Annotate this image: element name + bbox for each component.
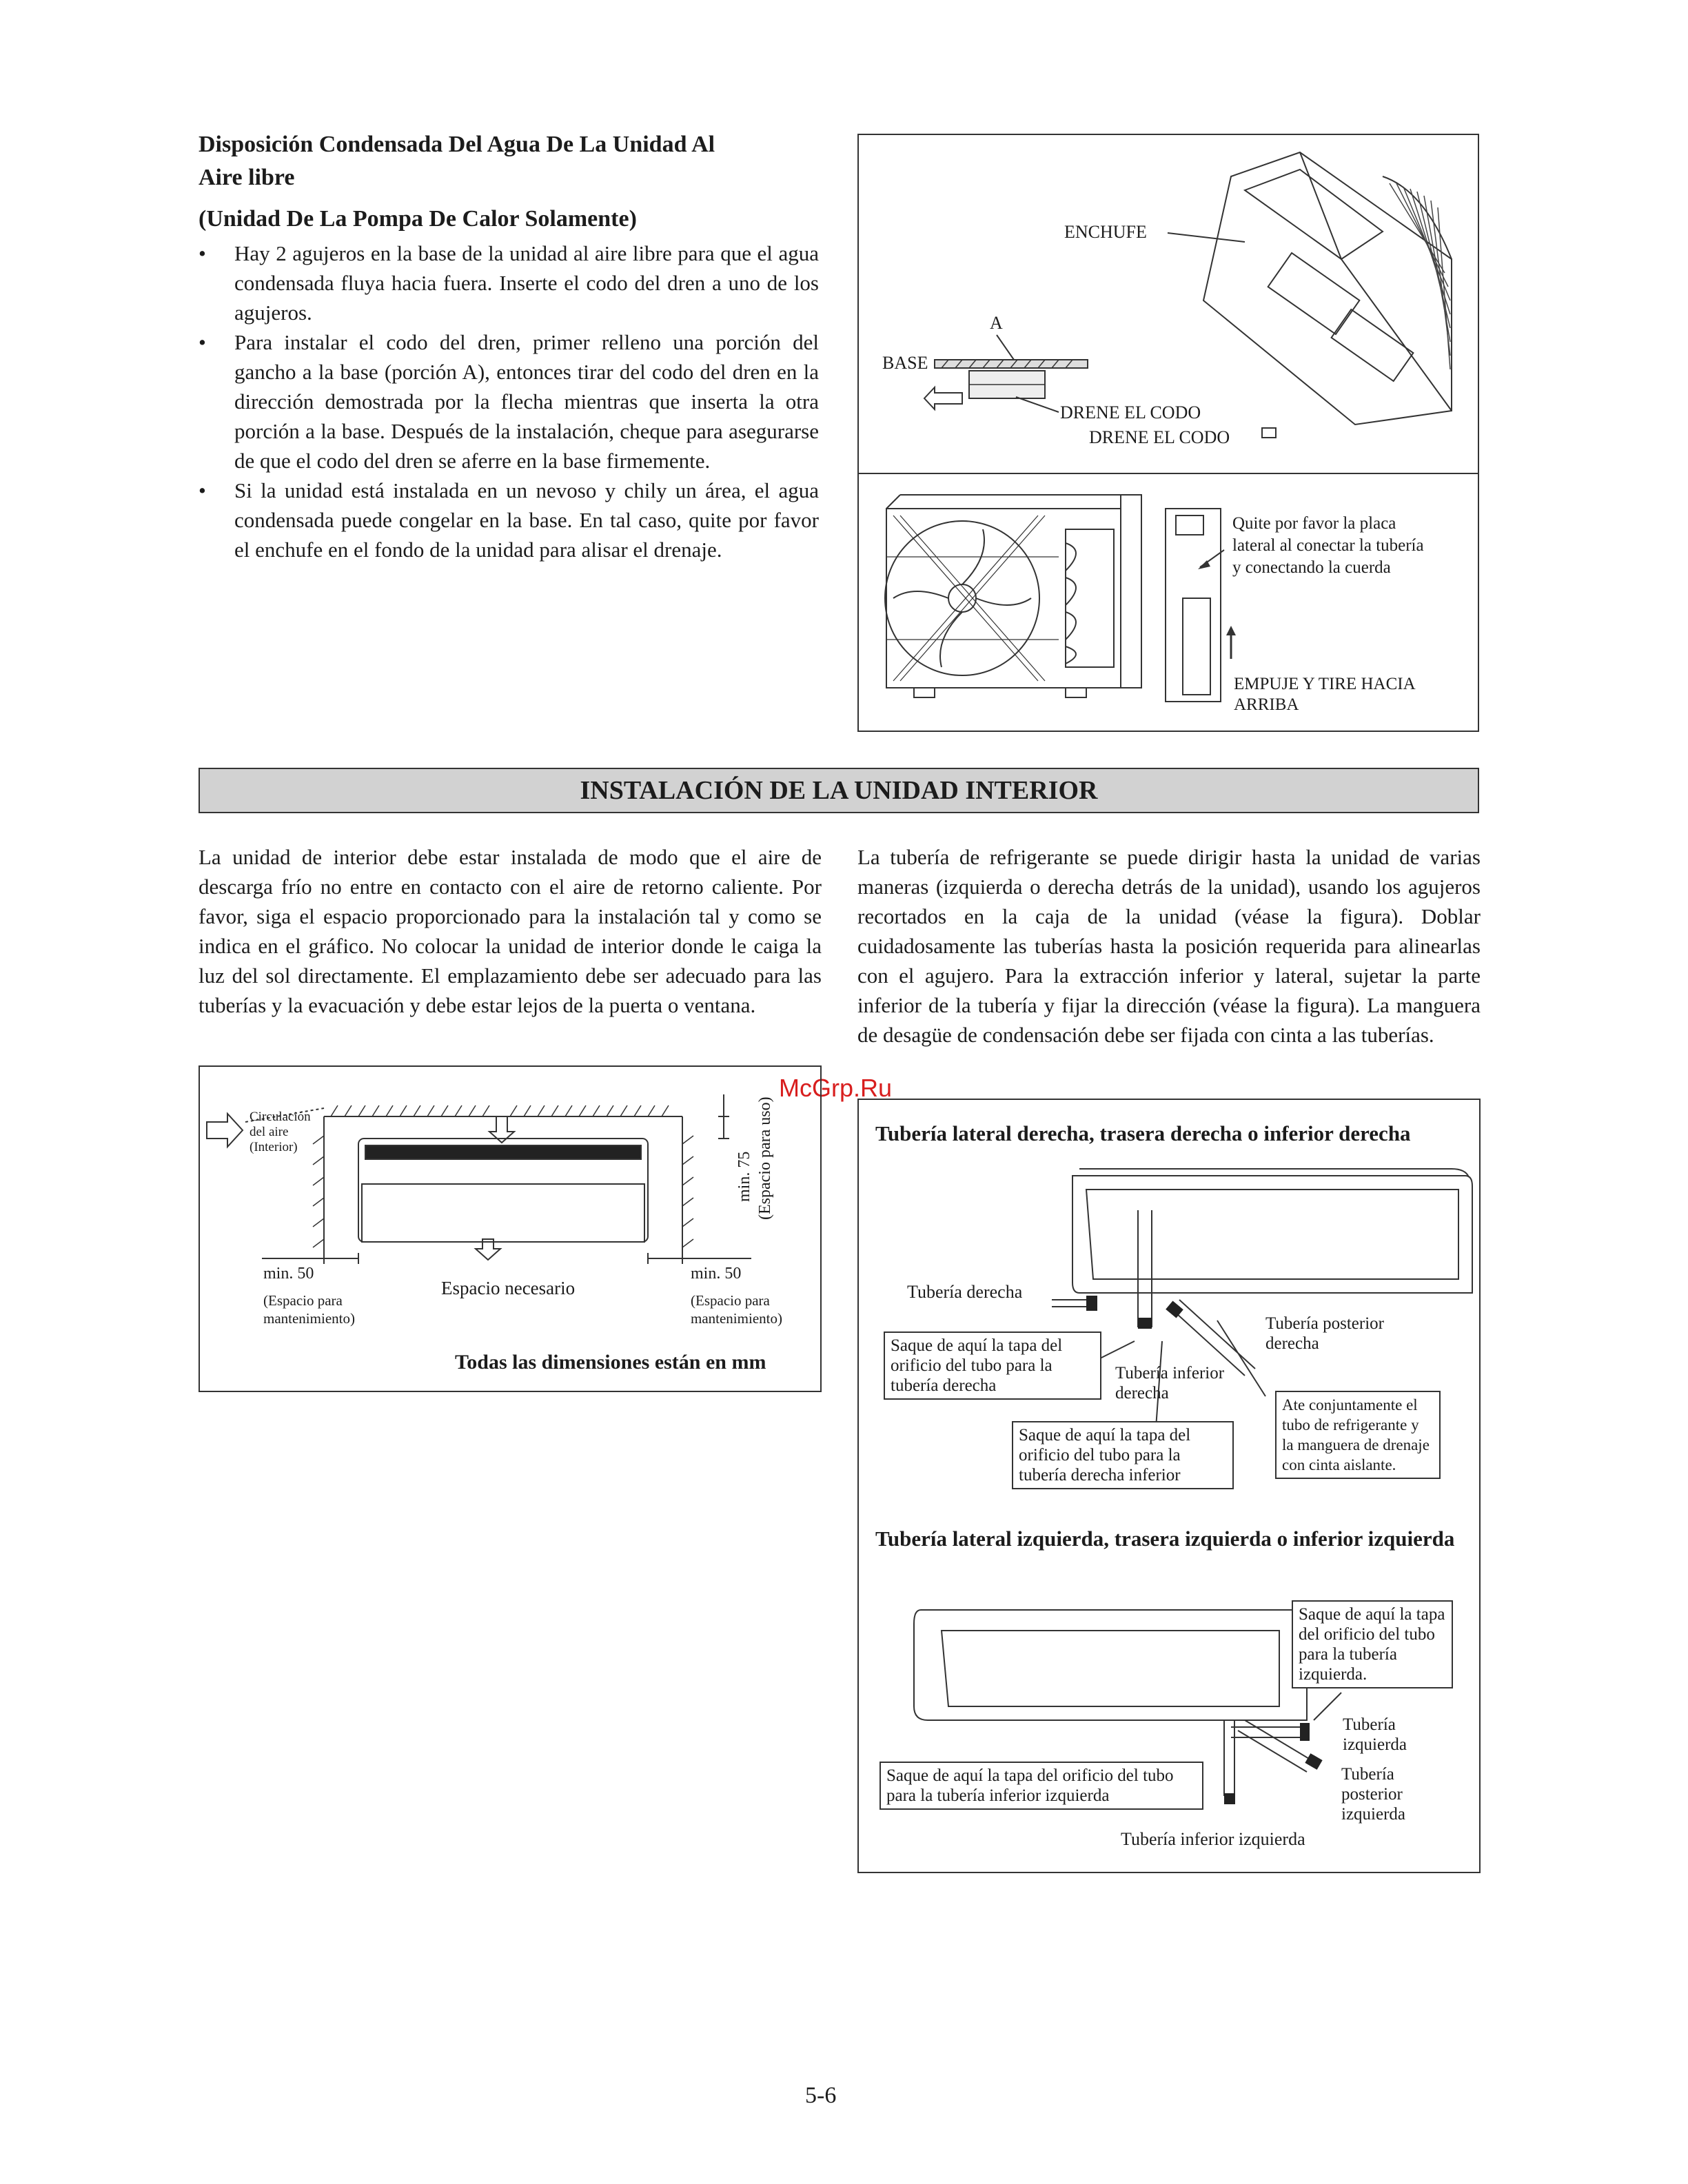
right-bottom-knockout-box: Saque de aquí la tapa del orificio del tubo para la tubería derecha inferior — [1012, 1421, 1234, 1489]
right-piping-title: Tubería lateral derecha, trasera derecha o inferior derecha — [875, 1121, 1411, 1145]
drain-subheading: (Unidad De La Pompa De Calor Solamente) — [199, 206, 637, 232]
remove-panel-note-line: y conectando la cuerda — [1232, 558, 1391, 577]
maintenance-left-label — [263, 1292, 355, 1327]
drain-heading-line2: Aire libre — [199, 165, 295, 190]
maintenance-right-line: mantenimiento) — [691, 1310, 782, 1327]
push-pull-note — [1234, 674, 1416, 715]
left-pipe-label — [1343, 1715, 1407, 1755]
right-pipe-knockout-box: Saque de aquí la tapa del orificio del tubo para la tubería derecha — [884, 1331, 1101, 1400]
remove-panel-note — [1232, 513, 1424, 579]
min50-left-label: min. 50 — [263, 1265, 314, 1283]
air-circulation-line: Circulación — [250, 1110, 311, 1124]
watermark: McGrp.Ru — [779, 1074, 893, 1102]
piping-figure — [857, 1099, 1481, 1873]
required-space-label: Espacio necesario — [441, 1278, 576, 1298]
right-bottom-pipe-label — [1115, 1363, 1224, 1403]
left-rear-pipe-line: posterior — [1341, 1785, 1403, 1804]
right-bottom-pipe-line: Tubería inferior — [1115, 1364, 1225, 1382]
air-circulation-line: (Interior) — [250, 1140, 298, 1154]
left-pipe-knockout-box: Saque de aquí la tapa del orificio del tubo para la tubería izquierda. — [1292, 1600, 1453, 1688]
clearance-figure — [199, 1065, 822, 1392]
right-pipe-label: Tubería derecha — [907, 1282, 1023, 1302]
remove-panel-note-line: lateral al conectar la tubería — [1232, 536, 1424, 555]
air-circulation-label — [250, 1110, 311, 1155]
min75-label: min. 75 — [735, 1151, 753, 1202]
page-number: 5-6 — [805, 2083, 837, 2108]
indoor-placement-text: La unidad de interior debe estar instalada de modo que el aire de descarga frío no entre en contacto con el aire de retorno caliente. Por favor, siga el espacio proporcionado para la instalación tal y como se indica en el gráfico. No colocar la unidad de interior donde le caiga la luz del sol directamente. El emplazamiento debe ser adecuado para las tuberías y la evacuación y debe estar lejos de la puerta o ventana. — [199, 845, 822, 1017]
air-circulation-line: del aire — [250, 1125, 289, 1139]
section-title-bar: INSTALACIÓN DE LA UNIDAD INTERIOR — [199, 768, 1479, 813]
left-rear-pipe-line: Tubería — [1341, 1765, 1394, 1784]
right-rear-pipe-line: derecha — [1265, 1334, 1319, 1353]
drain-elbow-label-1: DRENE EL CODO — [1060, 402, 1201, 422]
dimensions-footer: Todas las dimensiones están en mm — [455, 1351, 766, 1374]
drain-bullet: • Hay 2 agujeros en la base de la unidad al aire libre para que el agua condensada fluya hacia fuera. Inserte el codo del dren a uno de los agujeros. — [199, 238, 819, 327]
maintenance-left-line: (Espacio para — [263, 1292, 343, 1309]
outdoor-unit-underside-drawing — [859, 135, 1481, 476]
drain-bullet: • Para instalar el codo del dren, primer relleno una porción del gancho a la base (porción A), entonces tirar del codo del dren en la dirección demostrada por la flecha mientras que inserta la otra porción a la base. Después de la instalación, cheque para asegurarse de que el codo del dren se aferre en la base firmemente. — [199, 327, 819, 476]
drain-bullets — [199, 238, 819, 564]
maintenance-right-label — [691, 1292, 782, 1327]
drain-heading-line1: Disposición Condensada Del Agua De La Unidad Al — [199, 132, 715, 157]
portion-a-label: A — [990, 313, 1003, 333]
right-rear-pipe-line: Tubería posterior — [1265, 1314, 1384, 1333]
left-bottom-pipe-label: Tubería inferior izquierda — [1121, 1829, 1305, 1849]
push-pull-note-line: ARRIBA — [1234, 695, 1299, 714]
enchufe-label: ENCHUFE — [1064, 222, 1147, 242]
tape-together-box: Ate conjuntamente el tubo de refrigerante y la manguera de drenaje con cinta aislante. — [1275, 1391, 1441, 1479]
left-rear-pipe-line: izquierda — [1341, 1805, 1406, 1824]
use-space-label: (Espacio para uso) — [756, 1096, 774, 1220]
right-bottom-pipe-line: derecha — [1115, 1384, 1169, 1402]
left-piping-title: Tubería lateral izquierda, trasera izquierda o inferior izquierda — [875, 1527, 1455, 1551]
drain-elbow-label-2: DRENE EL CODO — [1089, 427, 1230, 447]
maintenance-right-line: (Espacio para — [691, 1292, 770, 1309]
left-pipe-line: Tubería — [1343, 1715, 1396, 1734]
drain-elbow-figure — [857, 134, 1479, 474]
right-rear-pipe-label — [1265, 1314, 1384, 1354]
drain-section — [199, 128, 819, 564]
left-pipe-line: izquierda — [1343, 1735, 1407, 1754]
min50-right-label: min. 50 — [691, 1265, 742, 1283]
piping-routing-text: La tubería de refrigerante se puede dirigir hasta la unidad de varias maneras (izquierda o derecha detrás de la unidad), usando los agujeros recortados en la caja de la unidad (véase la figura). Doblar cuidadosamente las tuberías hasta la posición requerida para alinearlas con el agujero. Para la extracción inferior y lateral, sujetar la parte inferior de la tubería y fijar la dirección (véase la figura). La manguera de desagüe de condensación debe ser fijada con cinta a las tuberías. — [857, 845, 1481, 1047]
push-pull-note-line: EMPUJE Y TIRE HACIA — [1234, 675, 1416, 693]
base-label: BASE — [882, 353, 928, 373]
left-rear-pipe-label — [1341, 1764, 1405, 1824]
remove-panel-note-line: Quite por favor la placa — [1232, 514, 1396, 533]
side-panel-figure — [857, 473, 1479, 732]
left-bottom-knockout-box: Saque de aquí la tapa del orificio del tubo para la tubería inferior izquierda — [879, 1762, 1203, 1810]
maintenance-left-line: mantenimiento) — [263, 1310, 355, 1327]
drain-bullet: • Si la unidad está instalada en un nevoso y chily un área, el agua condensada puede congelar en la base. En tal caso, quite por favor el enchufe en el fondo de la unidad para alisar el drenaje. — [199, 476, 819, 564]
